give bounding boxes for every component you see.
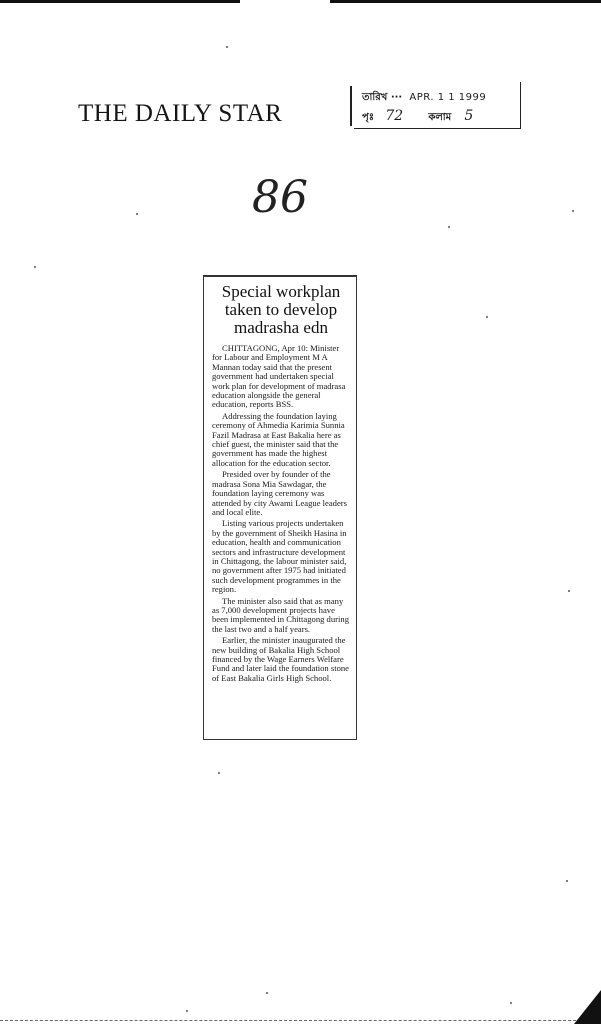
scan-speck (568, 590, 570, 592)
stamp-page-label: পৃঃ (362, 112, 375, 123)
newspaper-clipping (203, 275, 357, 740)
scan-speck (218, 772, 220, 774)
stamp-page-value: 72 (385, 108, 404, 124)
handwritten-folio-number: 86 (252, 172, 308, 223)
scan-speck (226, 46, 228, 48)
article-paragraph: The minister also said that as many as 7,000 development projects have been implemented in Chittagong during the last two and a half years. (212, 595, 349, 634)
page-corner-fold (574, 990, 601, 1024)
scan-speck (448, 226, 450, 228)
scan-speck (572, 210, 574, 212)
stamp-date-value: APR. 1 1 1999 (409, 92, 487, 103)
scan-speck (136, 213, 138, 215)
stamp-column-label: কলাম (428, 112, 452, 123)
article-body (212, 344, 350, 683)
scan-speck (510, 1002, 512, 1004)
stamp-left-tick (350, 86, 352, 126)
scan-speck (266, 992, 268, 994)
article-paragraph: Earlier, the minister inaugurated the new building of Bakalia High School financed by the Wage Earners Welfare Fund and later laid the foundation stone of East Bakalia Girls High School. (212, 635, 349, 683)
bottom-edge-rule (0, 1020, 601, 1022)
article-headline: Special workplan taken to develop madrasha edn (221, 282, 341, 337)
article-paragraph: Presided over by founder of the madrasa Sona Mia Sawdagar, the foundation laying ceremony was attended by city Awami League leaders and local elite. (212, 469, 347, 517)
stamp-date-label: তারিখ ··· (362, 92, 403, 103)
scan-speck (566, 880, 568, 882)
scan-speck (486, 316, 488, 318)
article-paragraph: Addressing the foundation laying ceremony of Ahmedia Karimia Sunnia Fazil Madrasa at East Bakalia here as chief guest, the minister said that the government has made the highest allocation for the education sector. (212, 410, 345, 468)
stamp-date-row (362, 90, 486, 107)
scan-speck (186, 1010, 188, 1012)
newspaper-masthead: THE DAILY STAR (78, 100, 283, 127)
archive-stamp (354, 82, 521, 129)
stamp-column-value: 5 (464, 108, 474, 124)
scan-speck (34, 266, 36, 268)
stamp-page-row (362, 108, 473, 127)
article-paragraph: CHITTAGONG, Apr 10: Minister for Labour and Employment M A Mannan today said that the present government had undertaken special work plan for development of madrasa education alongside the general education, reports BSS. (212, 343, 346, 410)
article-paragraph: Listing various projects undertaken by the government of Sheikh Hasina in education, health and communication sectors and infrastructure development in Chittagong, the labour minister said, no government after 1975 had initiated such development programmes in the region. (212, 518, 347, 595)
top-edge-gap (240, 0, 330, 3)
